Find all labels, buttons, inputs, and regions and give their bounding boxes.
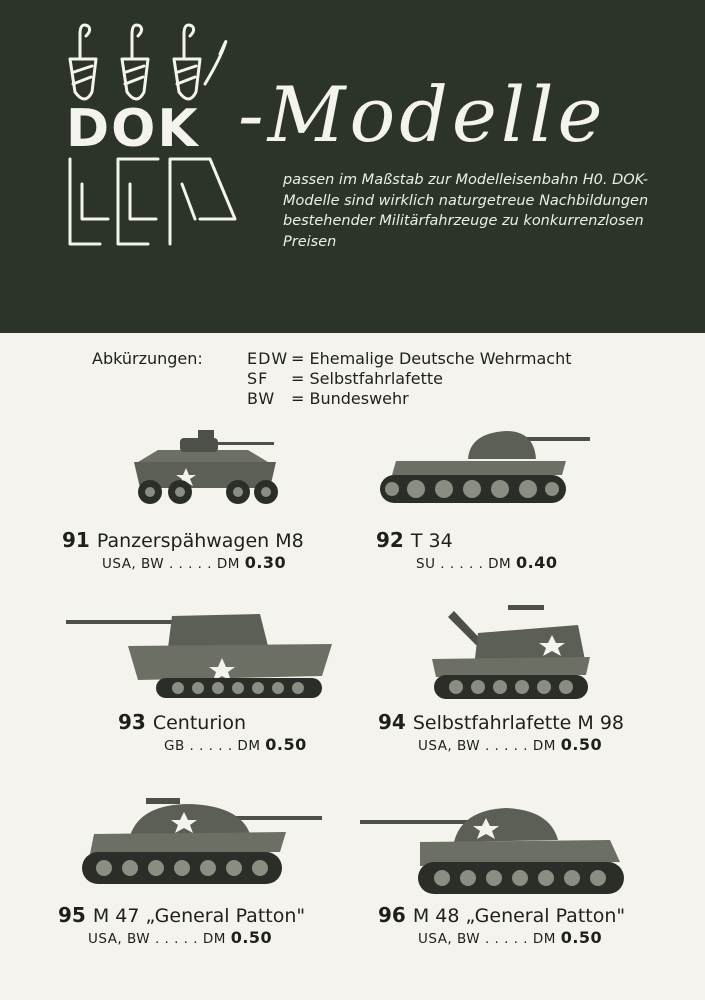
vehicle-name: Centurion [152,712,247,734]
vehicle-card-96 [378,903,625,949]
abbreviation-code: EDW [247,349,289,368]
vehicle-number: 92 [376,528,404,552]
vehicle-price: 0.50 [560,928,603,947]
dok-logo-icon [60,14,250,249]
self-propelled-gun-image [428,603,593,705]
vehicle-name: T 34 [410,530,453,552]
vehicle-origin: GB . . . . . DM [164,738,261,754]
tagline: passen im Maßstab zur Modelleisenbahn H0. DOK-Modelle sind wirklich naturgetreue Nachbildungen bestehender Militärfahrzeuge zu konkurrenzlosen Preisen [283,172,649,250]
vehicle-card-92 [376,528,557,574]
vehicle-origin: USA, BW . . . . . DM [88,931,226,947]
vehicle-origin: SU . . . . . DM [416,556,512,572]
t34-tank-image [376,425,594,509]
vehicle-price: 0.30 [244,553,287,572]
abbreviation-text: = Ehemalige Deutsche Wehrmacht [291,349,572,368]
vehicle-name: M 48 „General Patton" [412,905,626,927]
vehicle-origin: USA, BW . . . . . DM [418,738,556,754]
vehicle-price: 0.50 [230,928,273,947]
abbreviation-text: = Bundeswehr [291,389,409,408]
m47-tank-image [80,796,325,890]
vehicle-number: 93 [118,710,146,734]
brand-title: -Modelle [238,70,607,159]
vehicle-price: 0.50 [560,735,603,754]
armored-car-image [128,428,283,510]
vehicle-card-93 [118,710,307,756]
abbreviation-code: SF [247,369,269,388]
vehicle-origin: USA, BW . . . . . DM [102,556,240,572]
vehicle-name: Selbstfahrlafette M 98 [412,712,625,734]
abbreviations-legend [92,349,572,409]
logo-text: DOK [66,99,200,159]
abbreviation-text: = Selbstfahrlafette [291,369,443,388]
vehicle-price: 0.50 [265,735,307,754]
vehicle-card-95 [58,903,305,949]
vehicle-price: 0.40 [516,553,558,572]
centurion-tank-image [62,608,337,701]
vehicle-name: Panzerspähwagen M8 [96,530,304,552]
m48-tank-image [358,800,628,898]
vehicle-number: 91 [62,528,90,552]
vehicle-name: M 47 „General Patton" [92,905,306,927]
vehicle-number: 95 [58,903,86,927]
header-banner [0,0,705,333]
vehicle-origin: USA, BW . . . . . DM [418,931,556,947]
vehicle-number: 94 [378,710,406,734]
vehicle-number: 96 [378,903,406,927]
vehicle-card-94 [378,710,624,756]
abbreviation-code: BW [247,389,276,408]
vehicle-card-91 [62,528,304,574]
abbreviations-lead: Abkürzungen: [92,349,203,368]
